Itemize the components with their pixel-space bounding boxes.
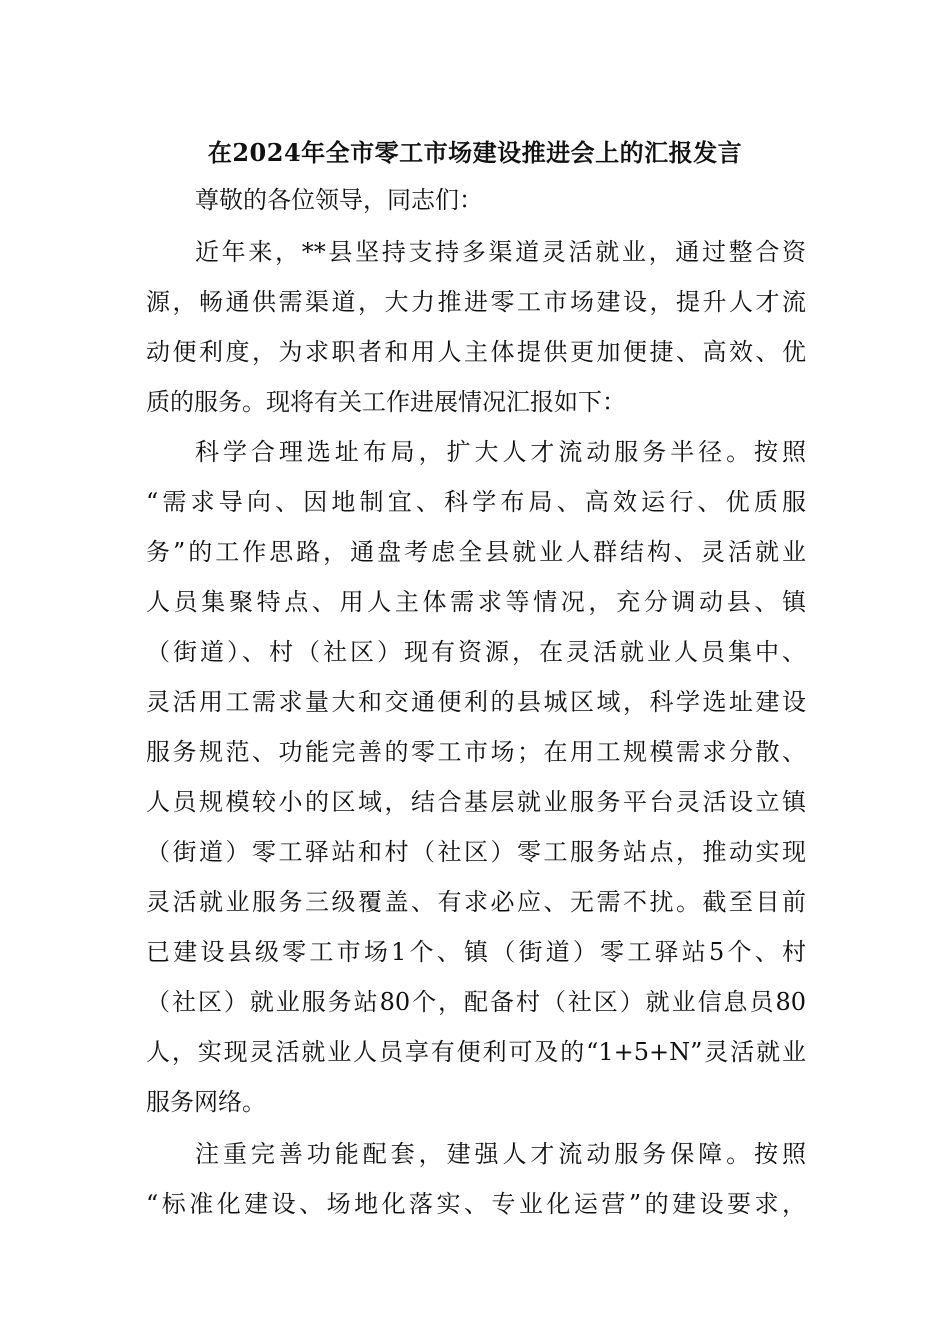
- paragraph-line: 务”的工作思路，通盘考虑全县就业人群结构、灵活就业: [146, 538, 806, 566]
- paragraph-line: 灵活就业服务三级覆盖、有求必应、无需不扰。截至目前: [146, 888, 806, 916]
- paragraph-line: “标准化建设、场地化落实、专业化运营”的建设要求，: [146, 1190, 806, 1218]
- paragraph-line: （社区）就业服务站80个，配备村（社区）就业信息员80: [146, 988, 806, 1016]
- paragraph-line: “需求导向、因地制宜、科学布局、高效运行、优质服: [146, 488, 806, 516]
- paragraph-line: （街道）零工驿站和村（社区）零工服务站点，推动实现: [146, 838, 806, 866]
- paragraph-line: 近年来，**县坚持支持多渠道灵活就业，通过整合资: [195, 238, 806, 266]
- paragraph-line: （街道）、村（社区）现有资源，在灵活就业人员集中、: [146, 638, 806, 666]
- document-title: 在2024年全市零工市场建设推进会上的汇报发言: [207, 138, 743, 167]
- paragraph-line: 人，实现灵活就业人员享有便利可及的“1+5+N”灵活就业: [146, 1038, 806, 1066]
- paragraph-line: 注重完善功能配套，建强人才流动服务保障。按照: [195, 1140, 806, 1168]
- paragraph-line: 源，畅通供需渠道，大力推进零工市场建设，提升人才流: [146, 288, 806, 316]
- paragraph-line: 人员集聚特点、用人主体需求等情况，充分调动县、镇: [146, 588, 806, 616]
- paragraph-line: 已建设县级零工市场1个、镇（街道）零工驿站5个、村: [146, 938, 806, 966]
- paragraph-line: 服务网络。: [146, 1088, 266, 1116]
- paragraph-line: 质的服务。现将有关工作进展情况汇报如下：: [146, 388, 626, 416]
- paragraph-line: 服务规范、功能完善的零工市场；在用工规模需求分散、: [146, 738, 806, 766]
- paragraph-line: 人员规模较小的区域，结合基层就业服务平台灵活设立镇: [146, 788, 806, 816]
- salutation-line: 尊敬的各位领导，同志们：: [195, 186, 483, 214]
- paragraph-line: 灵活用工需求量大和交通便利的县城区域，科学选址建设: [146, 688, 806, 716]
- paragraph-line: 科学合理选址布局，扩大人才流动服务半径。按照: [195, 438, 806, 466]
- paragraph-line: 动便利度，为求职者和用人主体提供更加便捷、高效、优: [146, 338, 806, 366]
